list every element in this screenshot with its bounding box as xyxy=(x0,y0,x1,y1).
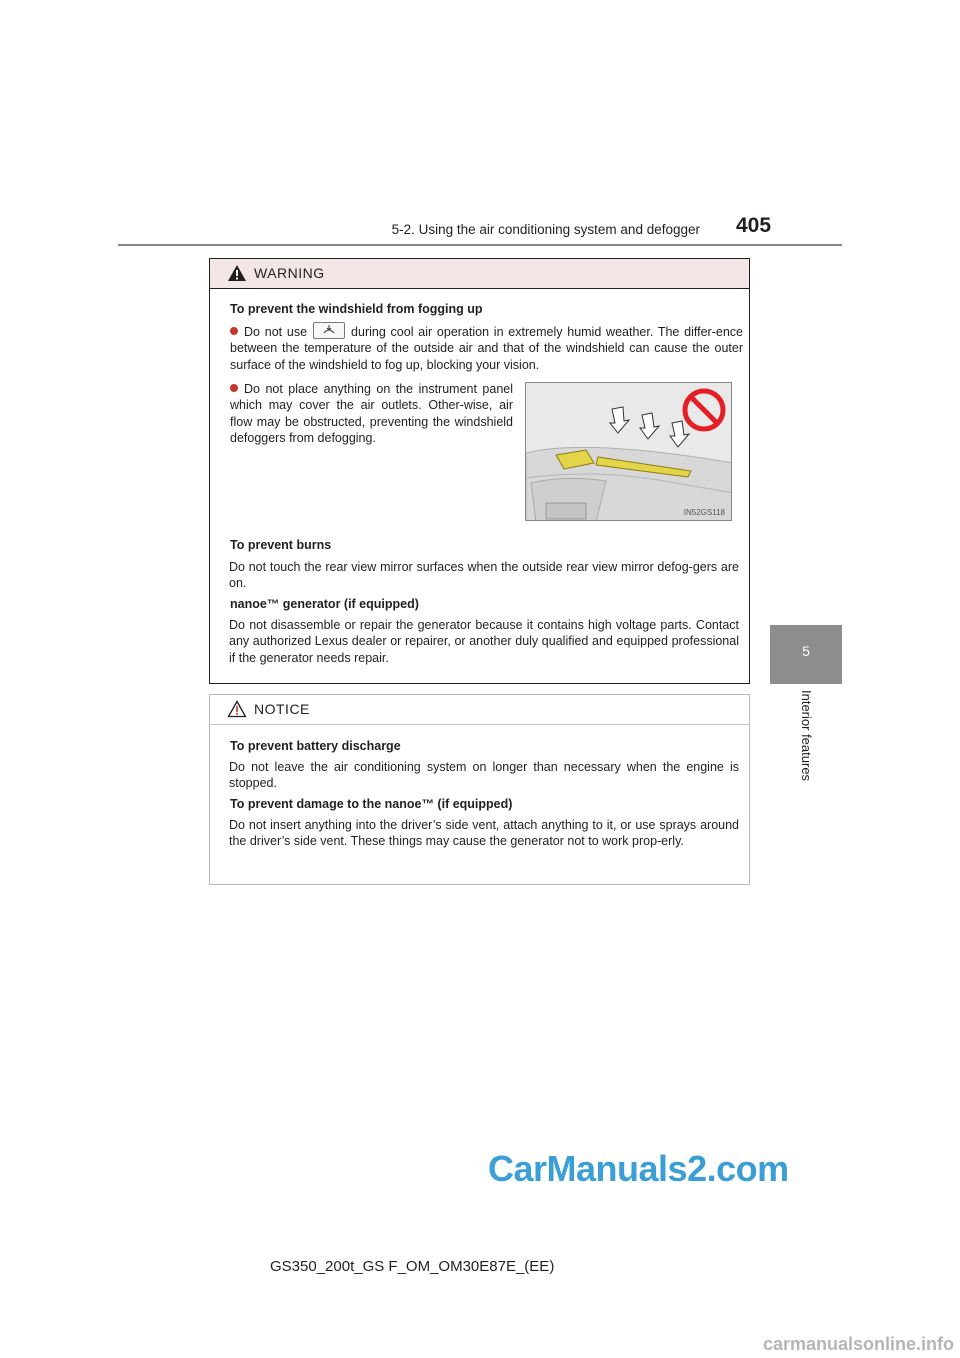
square-bullet-icon xyxy=(216,540,224,548)
chapter-tab: 5 xyxy=(770,625,842,684)
notice-heading-nanoe: To prevent damage to the nanoe™ (if equipped) xyxy=(216,797,512,811)
square-bullet-icon xyxy=(216,741,224,749)
caution-triangle-icon xyxy=(227,700,247,718)
square-bullet-icon xyxy=(216,304,224,312)
chapter-label-container xyxy=(798,690,818,800)
model-code: GS350_200t_GS F_OM_OM30E87E_(EE) xyxy=(270,1258,555,1275)
warning-heading-burns: To prevent burns xyxy=(216,538,331,552)
notice-text-nanoe: Do not insert anything into the driver’s side vent, attach anything to it, or use sprays around the driver’s side vent. These things may cause the generator not to work prop-erly. xyxy=(229,818,739,849)
chapter-label: Interior features xyxy=(799,690,814,782)
dashboard-drawing xyxy=(526,383,732,521)
warning-title: WARNING xyxy=(254,265,325,281)
page-header xyxy=(0,0,960,250)
warning-heading-fogging: To prevent the windshield from fogging up xyxy=(216,302,483,316)
round-bullet-icon xyxy=(230,327,238,335)
square-bullet-icon xyxy=(216,599,224,607)
warning-bullet-defogger-button: Do not use during cool air operation in extremely humid weather. The differ-ence between the temperature of the outside air and that of the windshield can cause the outer surface of the windshield to fog up, blocking your vision. xyxy=(230,322,743,373)
square-bullet-icon xyxy=(216,799,224,807)
instrument-panel-illustration xyxy=(525,382,732,521)
notice-text-battery: Do not leave the air conditioning system on longer than necessary when the engine is stopped. xyxy=(229,760,739,791)
warning-text-burns: Do not touch the rear view mirror surfaces when the outside rear view mirror defog-gers are on. xyxy=(229,560,739,591)
warning-text-nanoe: Do not disassemble or repair the generator because it contains high voltage parts. Contact any authorized Lexus dealer or repairer, or another duly qualified and equipped professional if the generator needs repair. xyxy=(229,618,739,665)
warning-triangle-icon xyxy=(227,264,247,282)
notice-heading-battery: To prevent battery discharge xyxy=(216,739,401,753)
watermark-primary[interactable]: CarManuals2.com xyxy=(488,1148,789,1189)
section-title: 5-2. Using the air conditioning system and defogger xyxy=(391,222,700,237)
illustration-code: IN52GS118 xyxy=(683,508,725,517)
notice-header xyxy=(210,695,749,725)
watermark-secondary[interactable]: carmanualsonline.info xyxy=(762,1334,954,1354)
page-number: 405 xyxy=(736,214,772,237)
warning-heading-nanoe: nanoe™ generator (if equipped) xyxy=(216,597,419,611)
windshield-defogger-icon xyxy=(313,322,345,339)
warning-header xyxy=(210,259,749,289)
warning-bullet-instrument-panel: Do not place anything on the instrument panel which may cover the air outlets. Other-wise, air flow may be obstructed, preventing the windshield defoggers from defogging. xyxy=(230,382,513,445)
round-bullet-icon xyxy=(230,384,238,392)
notice-title: NOTICE xyxy=(254,701,310,717)
header-divider xyxy=(118,244,842,246)
